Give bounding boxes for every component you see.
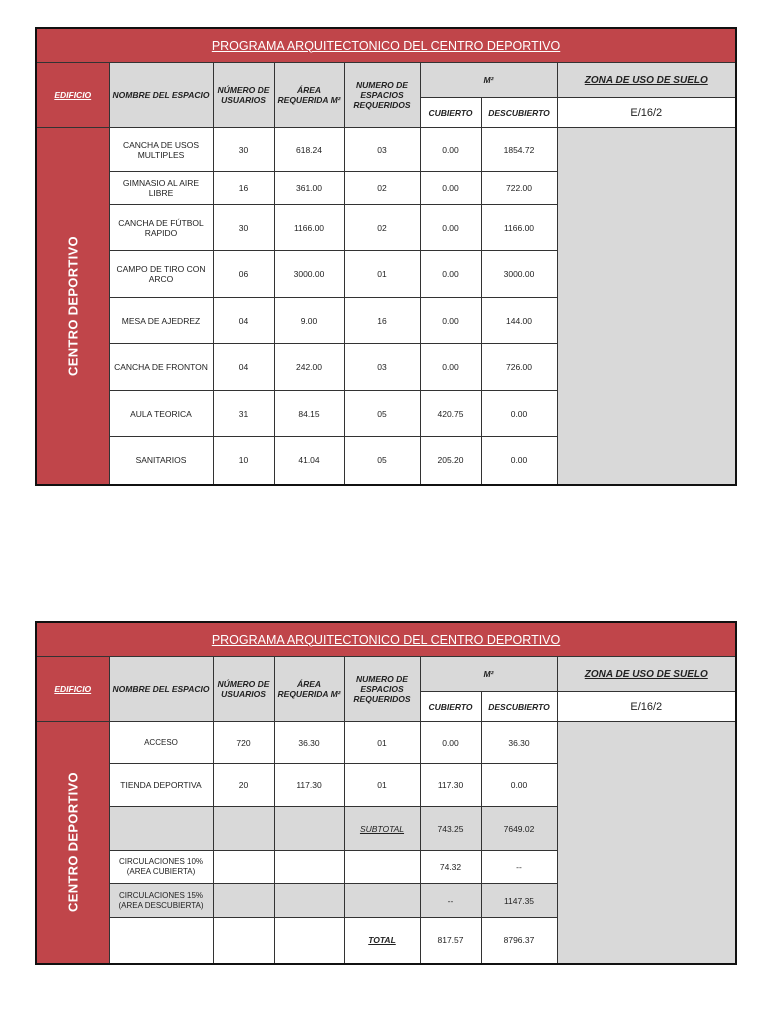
row-area [274, 851, 344, 884]
total-label: TOTAL [344, 918, 420, 964]
row-nombre [109, 807, 213, 851]
row-nombre: TIENDA DEPORTIVA [109, 764, 213, 807]
row-usuarios [213, 918, 274, 964]
header-espacios: NUMERO DE ESPACIOS REQUERIDOS [344, 63, 420, 128]
row-nombre: AULA TEORICA [109, 391, 213, 437]
zona-empty [557, 722, 736, 964]
header-nombre: NOMBRE DEL ESPACIO [109, 657, 213, 722]
header-usuarios: NÚMERO DE USUARIOS [213, 63, 274, 128]
header-cubierto: CUBIERTO [420, 98, 481, 128]
row-descubierto: 144.00 [481, 298, 557, 344]
row-nombre: CANCHA DE USOS MULTIPLES [109, 128, 213, 172]
row-cubierto: 420.75 [420, 391, 481, 437]
row-cubierto: 74.32 [420, 851, 481, 884]
row-cubierto: 0.00 [420, 205, 481, 251]
row-cubierto: -- [420, 884, 481, 918]
row-espacios: 01 [344, 764, 420, 807]
row-descubierto: 1166.00 [481, 205, 557, 251]
row-espacios: 02 [344, 172, 420, 205]
header-area: ÁREA REQUERIDA M² [274, 657, 344, 722]
row-espacios: 02 [344, 205, 420, 251]
row-nombre [109, 918, 213, 964]
row-descubierto: 0.00 [481, 764, 557, 807]
zona-empty [557, 128, 736, 485]
row-descubierto: -- [481, 851, 557, 884]
title-row [36, 28, 736, 63]
row-area: 117.30 [274, 764, 344, 807]
zona-value: E/16/2 [557, 98, 736, 128]
row-descubierto: 8796.37 [481, 918, 557, 964]
header-usuarios: NÚMERO DE USUARIOS [213, 657, 274, 722]
table-title: PROGRAMA ARQUITECTONICO DEL CENTRO DEPORTIVO [36, 28, 736, 63]
row-area [274, 807, 344, 851]
header-m2: M² [420, 63, 557, 98]
row-descubierto: 1854.72 [481, 128, 557, 172]
row-descubierto: 722.00 [481, 172, 557, 205]
table-row [36, 128, 736, 172]
program-table-2 [35, 621, 737, 965]
row-nombre: GIMNASIO AL AIRE LIBRE [109, 172, 213, 205]
row-cubierto: 0.00 [420, 298, 481, 344]
row-usuarios [213, 884, 274, 918]
row-espacios: 01 [344, 722, 420, 764]
row-descubierto: 1147.35 [481, 884, 557, 918]
header-area: ÁREA REQUERIDA M² [274, 63, 344, 128]
table-title: PROGRAMA ARQUITECTONICO DEL CENTRO DEPORTIVO [36, 622, 736, 657]
program-table-1 [35, 27, 737, 486]
row-area [274, 884, 344, 918]
row-area: 84.15 [274, 391, 344, 437]
header-cubierto: CUBIERTO [420, 692, 481, 722]
header-zona: ZONA DE USO DE SUELO [557, 657, 736, 692]
side-label-text: CENTRO DEPORTIVO [65, 235, 81, 376]
row-area: 3000.00 [274, 251, 344, 298]
row-descubierto: 726.00 [481, 344, 557, 391]
row-cubierto: 743.25 [420, 807, 481, 851]
table-row [36, 722, 736, 764]
row-area [274, 918, 344, 964]
row-nombre: SANITARIOS [109, 437, 213, 485]
row-nombre: MESA DE AJEDREZ [109, 298, 213, 344]
header-nombre: NOMBRE DEL ESPACIO [109, 63, 213, 128]
row-espacios: 03 [344, 128, 420, 172]
row-descubierto: 7649.02 [481, 807, 557, 851]
side-label [36, 722, 109, 964]
title-row [36, 622, 736, 657]
row-espacios: 05 [344, 391, 420, 437]
header-descubierto: DESCUBIERTO [481, 98, 557, 128]
header-m2: M² [420, 657, 557, 692]
header-row [36, 657, 736, 692]
row-nombre: CANCHA DE FRONTON [109, 344, 213, 391]
row-cubierto: 0.00 [420, 251, 481, 298]
row-usuarios [213, 807, 274, 851]
header-edificio: EDIFICIO [36, 657, 109, 722]
row-descubierto: 0.00 [481, 437, 557, 485]
row-nombre: CANCHA DE FÚTBOL RAPIDO [109, 205, 213, 251]
zona-value: E/16/2 [557, 692, 736, 722]
row-cubierto: 0.00 [420, 722, 481, 764]
header-zona: ZONA DE USO DE SUELO [557, 63, 736, 98]
header-row [36, 63, 736, 98]
row-cubierto: 0.00 [420, 172, 481, 205]
row-area: 36.30 [274, 722, 344, 764]
row-descubierto: 36.30 [481, 722, 557, 764]
row-nombre: CAMPO DE TIRO CON ARCO [109, 251, 213, 298]
row-usuarios: 720 [213, 722, 274, 764]
row-descubierto: 3000.00 [481, 251, 557, 298]
header-edificio: EDIFICIO [36, 63, 109, 128]
row-area: 361.00 [274, 172, 344, 205]
row-usuarios: 16 [213, 172, 274, 205]
side-label [36, 128, 109, 485]
side-label-text: CENTRO DEPORTIVO [65, 772, 81, 913]
row-espacios: 03 [344, 344, 420, 391]
row-nombre: CIRCULACIONES 10%(AREA CUBIERTA) [109, 851, 213, 884]
row-area: 618.24 [274, 128, 344, 172]
header-descubierto: DESCUBIERTO [481, 692, 557, 722]
row-usuarios: 10 [213, 437, 274, 485]
row-cubierto: 0.00 [420, 128, 481, 172]
header-espacios: NUMERO DE ESPACIOS REQUERIDOS [344, 657, 420, 722]
row-cubierto: 0.00 [420, 344, 481, 391]
row-espacios: 16 [344, 298, 420, 344]
row-descubierto: 0.00 [481, 391, 557, 437]
row-area: 9.00 [274, 298, 344, 344]
row-usuarios: 04 [213, 298, 274, 344]
row-usuarios: 20 [213, 764, 274, 807]
row-area: 1166.00 [274, 205, 344, 251]
row-cubierto: 817.57 [420, 918, 481, 964]
row-usuarios: 30 [213, 128, 274, 172]
row-usuarios: 06 [213, 251, 274, 298]
row-usuarios: 30 [213, 205, 274, 251]
row-usuarios: 31 [213, 391, 274, 437]
row-espacios: 05 [344, 437, 420, 485]
row-espacios [344, 851, 420, 884]
row-area: 242.00 [274, 344, 344, 391]
row-nombre: CIRCULACIONES 15% (AREA DESCUBIERTA) [109, 884, 213, 918]
subtotal-label: SUBTOTAL [344, 807, 420, 851]
row-espacios [344, 884, 420, 918]
row-usuarios [213, 851, 274, 884]
row-usuarios: 04 [213, 344, 274, 391]
row-espacios: 01 [344, 251, 420, 298]
row-nombre: ACCESO [109, 722, 213, 764]
row-area: 41.04 [274, 437, 344, 485]
row-cubierto: 117.30 [420, 764, 481, 807]
row-cubierto: 205.20 [420, 437, 481, 485]
